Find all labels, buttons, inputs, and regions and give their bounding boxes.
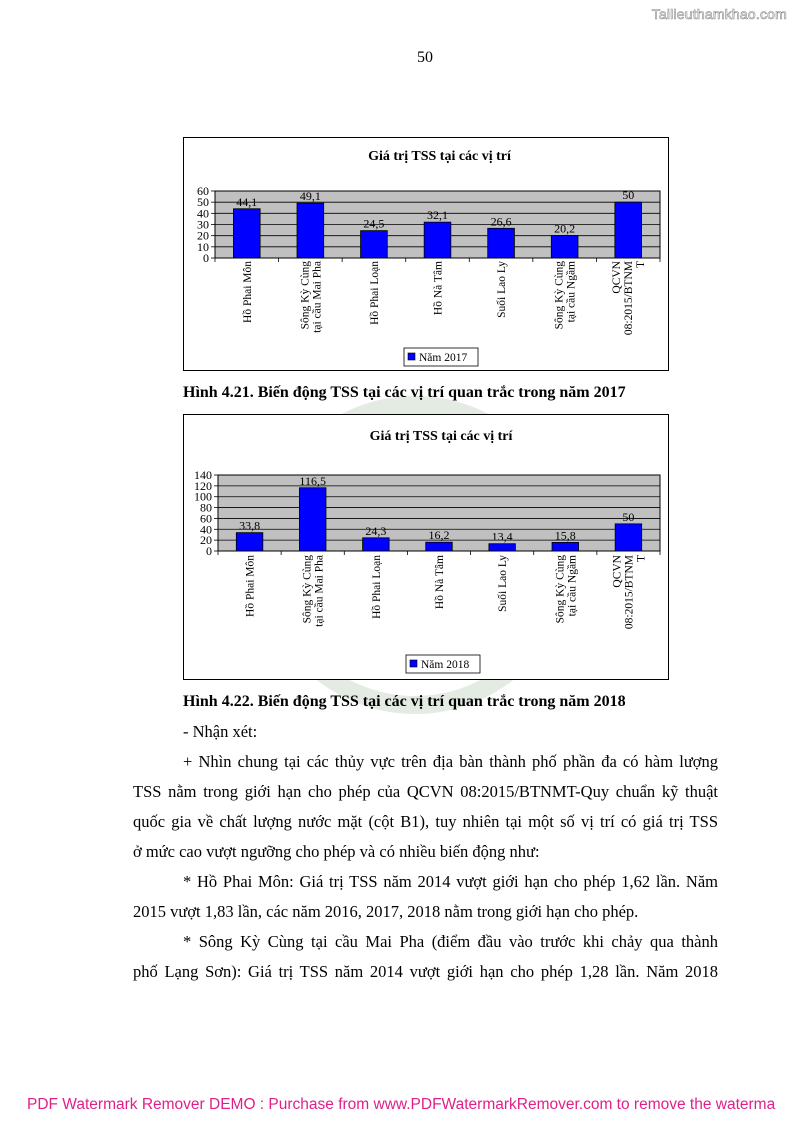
- x-category-label-line: QCVN: [611, 555, 624, 588]
- y-tick-label: 120: [194, 478, 212, 493]
- x-category-label: [433, 555, 446, 609]
- y-tick-label: 140: [194, 468, 212, 482]
- data-label: 16,2: [428, 528, 450, 543]
- chart-2017-frame: [183, 137, 669, 371]
- y-tick-label: 40: [197, 206, 209, 221]
- y-tick-label: 0: [203, 251, 209, 265]
- data-label: 44,1: [236, 194, 258, 209]
- bar: [297, 203, 324, 258]
- remark-heading: - Nhận xét:: [183, 722, 258, 741]
- data-label: 24,3: [365, 523, 387, 538]
- data-label: 50: [622, 509, 635, 524]
- bar: [489, 544, 516, 551]
- y-tick-label: 100: [194, 489, 212, 504]
- bar: [233, 209, 260, 258]
- y-tick-label: 80: [200, 500, 212, 515]
- y-tick-label: 50: [197, 195, 209, 210]
- x-category-label-line: tại cầu Mai Pha: [311, 261, 324, 333]
- x-category-label-line: Sông Kỳ Cùng: [299, 261, 312, 330]
- data-label: 32,1: [427, 208, 448, 223]
- demo-watermark-footer: PDF Watermark Remover DEMO : Purchase from www.PDFWatermarkRemover.com to remove the waterma: [27, 1096, 776, 1113]
- y-tick-label: 30: [197, 217, 209, 232]
- x-category-label: [244, 555, 257, 617]
- bar: [299, 488, 326, 551]
- paragraph-line: TSS nằm trong giới hạn cho phép của QCVN 08:2015/BTNMT-Quy chuẩn kỹ thuật: [133, 782, 718, 801]
- x-category-label-line: QCVN: [611, 261, 624, 294]
- legend-label: Năm 2018: [421, 659, 470, 671]
- x-category-label: [554, 555, 578, 624]
- y-tick-label: 60: [197, 184, 209, 198]
- x-category-label: [432, 261, 445, 315]
- page-number: 50: [417, 49, 433, 66]
- legend: [404, 348, 478, 366]
- x-category-label: [496, 555, 509, 612]
- bar: [488, 228, 515, 258]
- x-category-label-line: 08:2015/BTNM: [623, 555, 636, 630]
- data-label: 15,8: [554, 528, 576, 543]
- data-label: 116,5: [299, 473, 326, 488]
- chart-title: Giá trị TSS tại các vị trí: [369, 429, 513, 444]
- x-category-label-line: Suối Lao Ly: [497, 555, 510, 612]
- data-label: 50: [622, 188, 635, 203]
- x-category-label-line: Sông Kỳ Cùng: [301, 555, 314, 624]
- figure-caption-4-22: Hình 4.22. Biến động TSS tại các vị trí quan trắc trong năm 2018: [183, 693, 626, 710]
- chart-2018: [184, 415, 668, 679]
- legend: [406, 655, 480, 673]
- bar: [551, 235, 578, 258]
- paragraph-line: phố Lạng Sơn): Giá trị TSS năm 2014 vượt giới hạn cho phép 1,28 lần. Năm 2018: [133, 962, 718, 981]
- chart-2018-frame: [183, 414, 669, 680]
- data-label: 24,5: [363, 216, 385, 231]
- bar: [615, 202, 642, 258]
- data-label: 49,1: [299, 189, 321, 204]
- paragraph-line: + Nhìn chung tại các thủy vực trên địa bàn thành phố phần đa có hàm lượng: [183, 752, 718, 771]
- bar: [552, 542, 579, 551]
- site-watermark: Tailieuthamkhao.com: [651, 6, 787, 22]
- paragraph-line: * Sông Kỳ Cùng tại cầu Mai Pha (điểm đầu vào trước khi chảy qua thành: [183, 932, 718, 951]
- data-label: 33,8: [239, 518, 261, 533]
- x-category-label-line: Hồ Phai Loạn: [368, 261, 381, 325]
- x-category-label: [299, 261, 323, 333]
- x-category-label: [241, 261, 254, 323]
- x-category-label-line: Hồ Phai Môn: [244, 555, 257, 617]
- x-category-label-line: 08:2015/BTNM: [623, 261, 636, 336]
- data-label: 26,6: [490, 214, 512, 229]
- paragraph-line: quốc gia về chất lượng nước mặt (cột B1), tuy nhiên tại một số vị trí có giá trị TSS: [133, 812, 718, 831]
- x-category-label: [554, 261, 578, 330]
- y-tick-label: 0: [206, 544, 212, 558]
- x-category-label-line: tại cầu Ngầm: [566, 555, 579, 617]
- chart-title: Giá trị TSS tại các vị trí: [368, 149, 511, 164]
- x-category-label-line: Sông Kỳ Cùng: [554, 555, 567, 624]
- x-category-label: [302, 555, 326, 627]
- y-tick-label: 10: [197, 239, 209, 254]
- x-category-label-line: T: [635, 555, 648, 563]
- figure-caption-4-21: Hình 4.21. Biến động TSS tại các vị trí quan trắc trong năm 2017: [183, 384, 626, 401]
- legend-swatch: [410, 660, 417, 667]
- bar: [424, 222, 451, 258]
- paragraph-line: ở mức cao vượt ngưỡng cho phép và có nhiều biến động như:: [133, 842, 540, 861]
- x-category-label-line: Hồ Phai Loạn: [370, 555, 383, 619]
- x-category-label-line: tại cầu Ngầm: [565, 261, 578, 323]
- bar: [426, 542, 453, 551]
- y-tick-label: 20: [200, 533, 212, 548]
- y-tick-label: 60: [200, 511, 212, 526]
- chart-2017: [184, 138, 668, 370]
- x-category-label: [611, 260, 647, 335]
- x-category-label: [495, 261, 508, 318]
- x-category-label: [368, 261, 381, 325]
- bar: [236, 533, 263, 551]
- bar: [361, 231, 388, 258]
- y-tick-label: 20: [197, 228, 209, 243]
- x-category-label-line: Hồ Nà Tâm: [432, 261, 445, 316]
- paragraph-line: * Hồ Phai Môn: Giá trị TSS năm 2014 vượt giới hạn cho phép 1,62 lần. Năm: [183, 872, 718, 891]
- x-category-label-line: Hồ Nà Tâm: [434, 555, 446, 610]
- x-category-label-line: tại cầu Mai Pha: [313, 555, 326, 627]
- data-label: 20,2: [554, 221, 576, 236]
- y-tick-label: 40: [200, 522, 212, 537]
- paragraph-line: 2015 vượt 1,83 lần, các năm 2016, 2017, 2018 nằm trong giới hạn cho phép.: [133, 902, 639, 921]
- x-category-label-line: Hồ Phai Môn: [241, 261, 254, 323]
- legend-label: Năm 2017: [419, 352, 468, 364]
- legend-swatch: [408, 353, 415, 360]
- x-category-label: [611, 554, 647, 629]
- x-category-label-line: Sông Kỳ Cùng: [553, 261, 566, 330]
- x-category-label-line: Suối Lao Ly: [496, 261, 509, 318]
- bar: [363, 538, 390, 551]
- bar: [615, 524, 642, 551]
- data-label: 13,4: [491, 529, 513, 544]
- x-category-label-line: T: [635, 261, 648, 269]
- x-category-label: [370, 555, 383, 619]
